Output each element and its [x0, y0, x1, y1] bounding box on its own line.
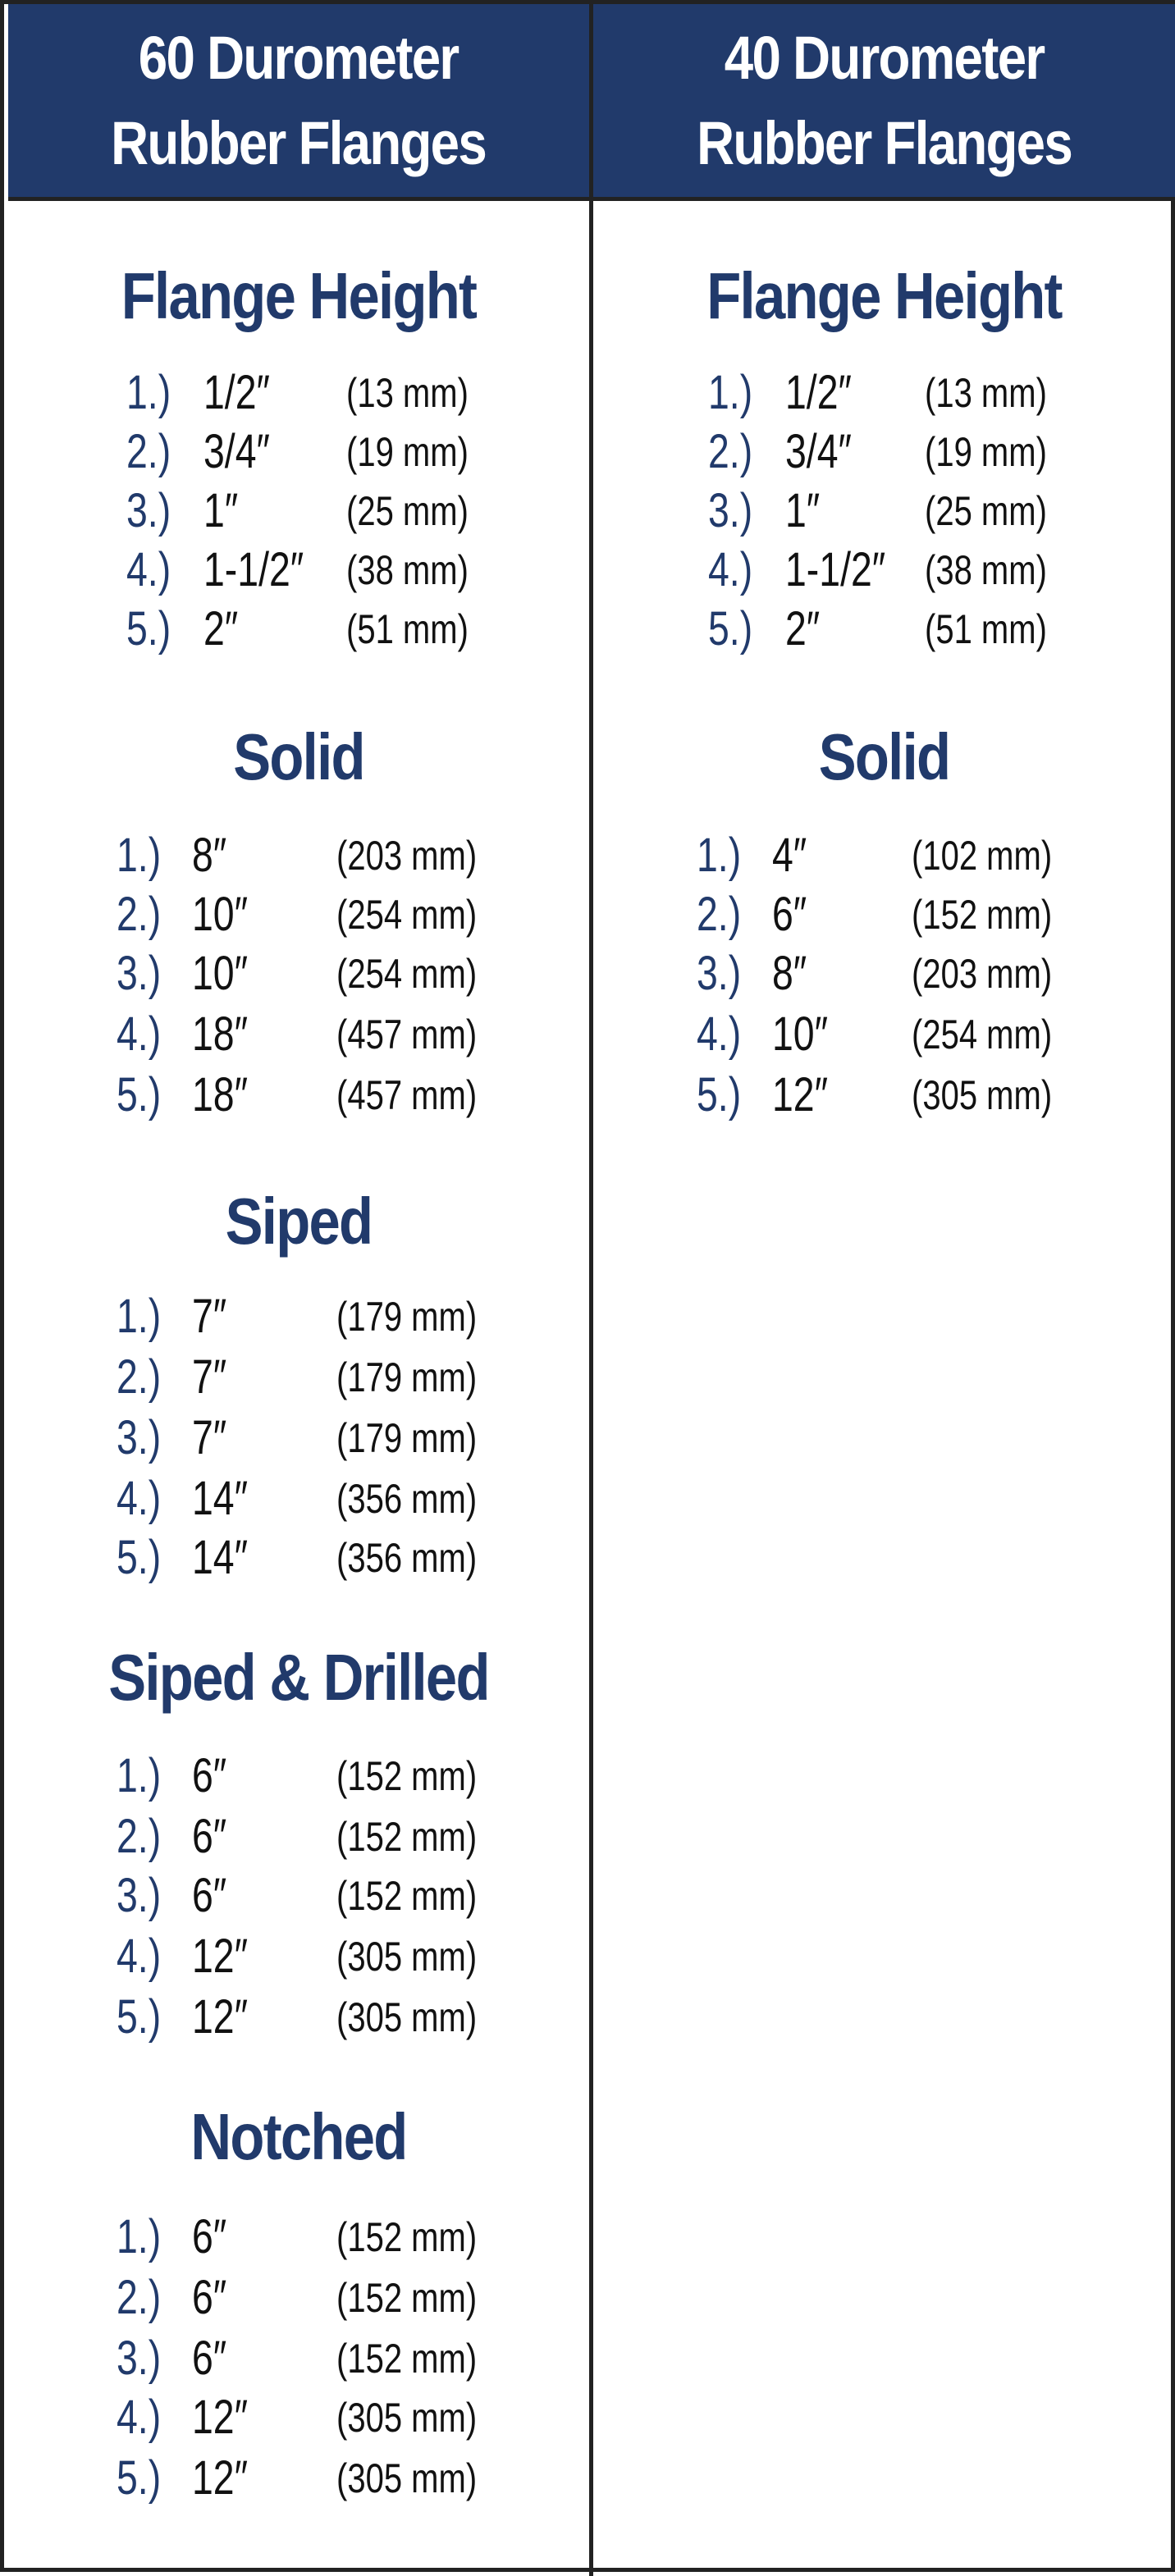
item-inch: 12″	[192, 2451, 249, 2505]
item-mm: (457 mm)	[336, 1072, 478, 1118]
item-mm: (305 mm)	[336, 2455, 478, 2501]
item-inch: 1-1/2″	[203, 543, 304, 596]
item-mm: (152 mm)	[336, 1814, 478, 1860]
item-inch: 18″	[192, 1007, 249, 1061]
column-header	[8, 4, 589, 201]
section-title: Notched	[190, 2100, 407, 2173]
item-inch: 6″	[192, 1749, 227, 1802]
item-inch: 6″	[192, 1869, 227, 1922]
item-inch: 14″	[192, 1472, 249, 1525]
item-mm: (356 mm)	[336, 1476, 478, 1522]
item-mm: (457 mm)	[336, 1012, 478, 1057]
item-mm: (179 mm)	[336, 1415, 478, 1461]
section-title: Siped & Drilled	[108, 1641, 489, 1714]
item-number: 1.)	[117, 1290, 162, 1343]
item-number: 3.)	[708, 484, 753, 537]
column-header	[593, 4, 1175, 201]
section-title: Solid	[233, 720, 364, 793]
item-mm: (254 mm)	[336, 951, 478, 997]
item-inch: 8″	[772, 947, 807, 1000]
item-mm: (305 mm)	[336, 2395, 478, 2441]
section-title: Solid	[818, 720, 950, 793]
item-inch: 6″	[192, 2332, 227, 2385]
item-inch: 1/2″	[203, 366, 270, 419]
item-inch: 12″	[772, 1068, 829, 1121]
section-title: Flange Height	[706, 259, 1062, 332]
item-inch: 18″	[192, 1068, 249, 1121]
item-number: 2.)	[117, 1350, 162, 1404]
item-number: 4.)	[126, 543, 171, 596]
item-number: 2.)	[126, 425, 171, 478]
item-number: 3.)	[117, 947, 162, 1000]
item-inch: 6″	[192, 2271, 227, 2324]
column-header-title: 40 Durometer Rubber Flanges	[697, 23, 1072, 177]
item-number: 5.)	[117, 1068, 162, 1121]
item-number: 5.)	[697, 1068, 742, 1121]
item-inch: 6″	[192, 2210, 227, 2263]
item-inch: 3/4″	[203, 425, 270, 478]
item-inch: 2″	[785, 602, 821, 655]
item-number: 5.)	[117, 1531, 162, 1584]
item-inch: 10″	[192, 888, 249, 941]
column-divider	[589, 4, 593, 2576]
item-mm: (13 mm)	[346, 370, 469, 416]
item-mm: (51 mm)	[925, 606, 1047, 652]
item-number: 3.)	[697, 947, 742, 1000]
item-mm: (356 mm)	[336, 1535, 478, 1581]
item-number: 2.)	[697, 888, 742, 941]
item-inch: 12″	[192, 2391, 249, 2444]
item-mm: (305 mm)	[912, 1072, 1053, 1118]
item-mm: (305 mm)	[336, 1994, 478, 2040]
item-number: 3.)	[117, 1869, 162, 1922]
item-number: 2.)	[117, 1810, 162, 1863]
item-inch: 7″	[192, 1411, 227, 1464]
item-mm: (38 mm)	[346, 547, 469, 593]
item-number: 1.)	[708, 366, 753, 419]
item-mm: (25 mm)	[925, 488, 1047, 534]
item-number: 4.)	[117, 1930, 162, 1983]
item-mm: (179 mm)	[336, 1294, 478, 1340]
item-number: 1.)	[117, 829, 162, 882]
item-inch: 1/2″	[785, 366, 852, 419]
item-inch: 1″	[203, 484, 239, 537]
item-number: 2.)	[708, 425, 753, 478]
item-mm: (254 mm)	[336, 892, 478, 938]
item-number: 4.)	[697, 1007, 742, 1061]
item-number: 3.)	[117, 2332, 162, 2385]
column-header-title: 60 Durometer Rubber Flanges	[111, 23, 487, 177]
item-inch: 2″	[203, 602, 239, 655]
item-number: 3.)	[117, 1411, 162, 1464]
column-60-durometer	[8, 4, 589, 2576]
section-title: Siped	[225, 1185, 373, 1258]
item-inch: 10″	[192, 947, 249, 1000]
item-number: 2.)	[117, 2271, 162, 2324]
item-inch: 12″	[192, 1930, 249, 1983]
item-mm: (203 mm)	[336, 833, 478, 879]
item-mm: (19 mm)	[346, 429, 469, 475]
item-inch: 14″	[192, 1531, 249, 1584]
item-number: 2.)	[117, 888, 162, 941]
item-number: 4.)	[117, 1007, 162, 1061]
item-inch: 7″	[192, 1350, 227, 1404]
item-mm: (152 mm)	[336, 2275, 478, 2321]
item-number: 1.)	[117, 2210, 162, 2263]
item-inch: 6″	[772, 888, 807, 941]
item-mm: (152 mm)	[912, 892, 1053, 938]
item-inch: 4″	[772, 829, 807, 882]
item-mm: (254 mm)	[912, 1012, 1053, 1057]
item-inch: 1″	[785, 484, 821, 537]
item-mm: (25 mm)	[346, 488, 469, 534]
item-inch: 7″	[192, 1290, 227, 1343]
item-mm: (102 mm)	[912, 833, 1053, 879]
item-inch: 6″	[192, 1810, 227, 1863]
item-inch: 1-1/2″	[785, 543, 886, 596]
item-number: 5.)	[117, 1990, 162, 2044]
item-mm: (51 mm)	[346, 606, 469, 652]
item-mm: (179 mm)	[336, 1354, 478, 1400]
item-number: 4.)	[117, 1472, 162, 1525]
item-inch: 12″	[192, 1990, 249, 2044]
item-mm: (152 mm)	[336, 2214, 478, 2260]
section-title: Flange Height	[121, 259, 477, 332]
item-mm: (203 mm)	[912, 951, 1053, 997]
item-number: 1.)	[697, 829, 742, 882]
item-number: 5.)	[117, 2451, 162, 2505]
item-number: 4.)	[117, 2391, 162, 2444]
item-number: 5.)	[708, 602, 753, 655]
item-mm: (152 mm)	[336, 1873, 478, 1919]
item-number: 4.)	[708, 543, 753, 596]
item-inch: 8″	[192, 829, 227, 882]
item-mm: (38 mm)	[925, 547, 1047, 593]
column-40-durometer	[593, 4, 1175, 2576]
item-number: 3.)	[126, 484, 171, 537]
item-mm: (13 mm)	[925, 370, 1047, 416]
item-inch: 10″	[772, 1007, 829, 1061]
item-mm: (305 mm)	[336, 1934, 478, 1980]
item-mm: (152 mm)	[336, 2336, 478, 2382]
item-number: 5.)	[126, 602, 171, 655]
item-number: 1.)	[126, 366, 171, 419]
item-inch: 3/4″	[785, 425, 852, 478]
item-number: 1.)	[117, 1749, 162, 1802]
item-mm: (152 mm)	[336, 1753, 478, 1799]
item-mm: (19 mm)	[925, 429, 1047, 475]
